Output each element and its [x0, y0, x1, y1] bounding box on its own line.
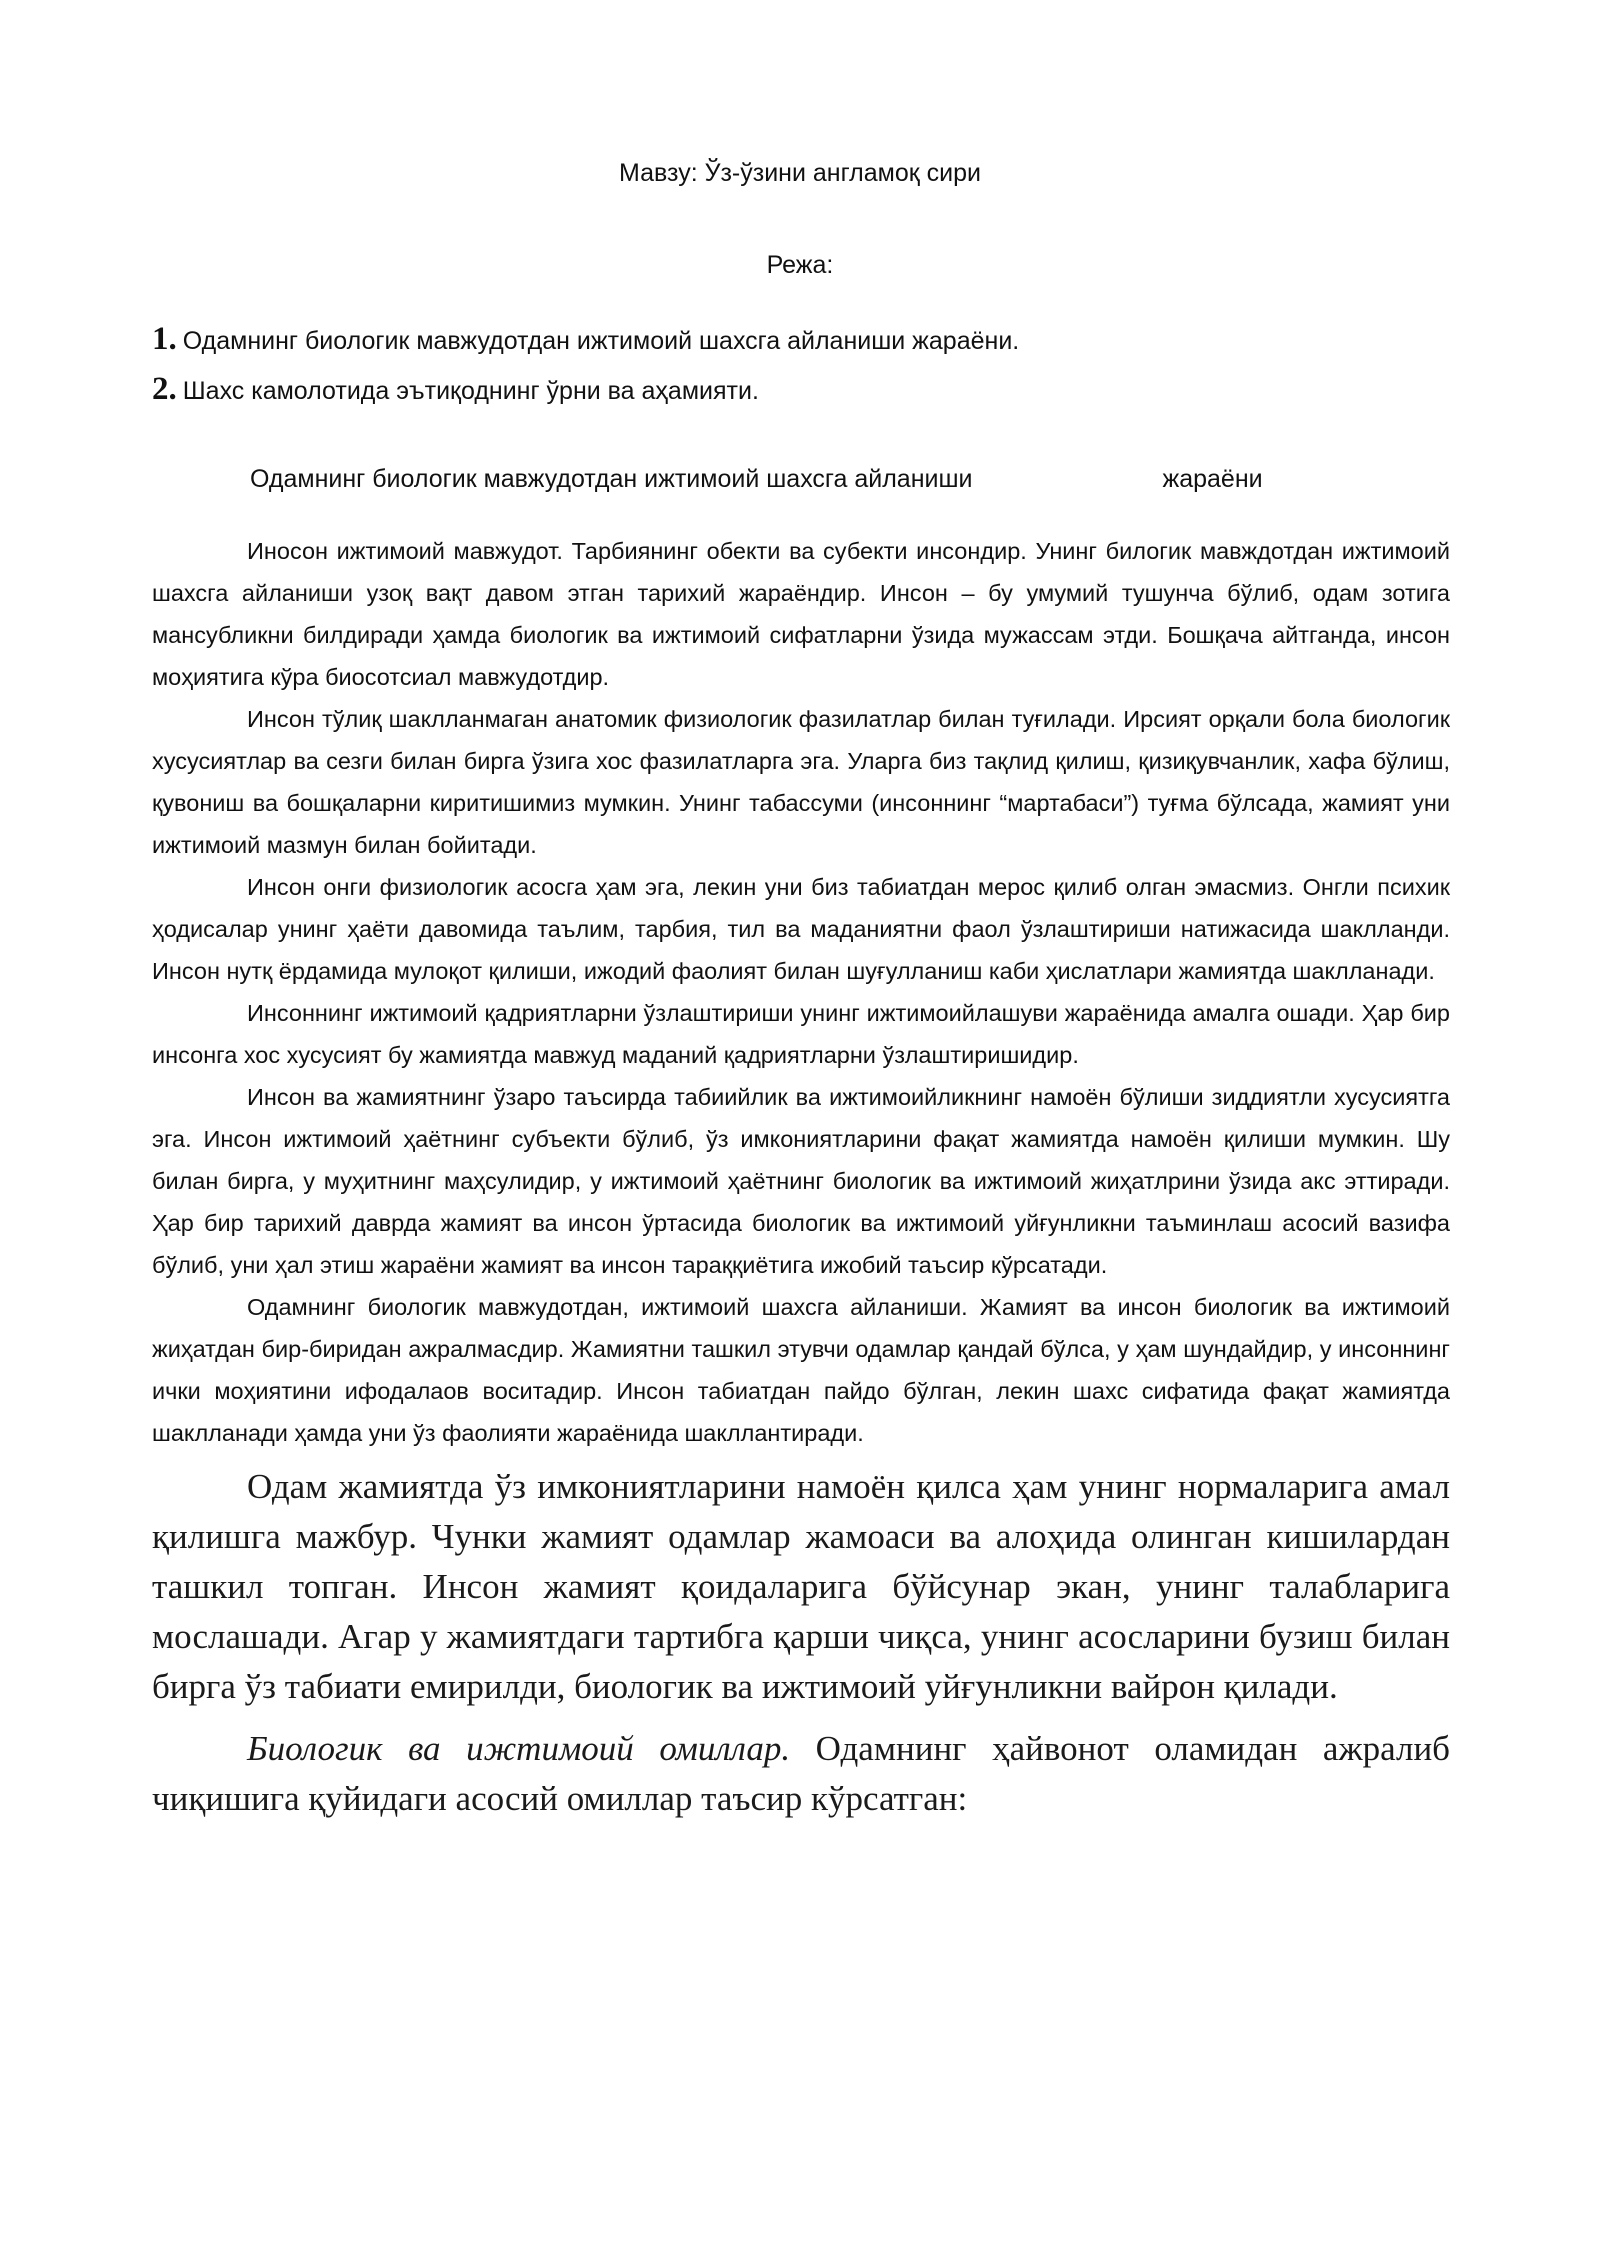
plan-item-text: Одамнинг биологик мавжудотдан ижтимоий шахсга айланиши жараёни.	[182, 327, 1020, 355]
body-text	[152, 530, 1450, 1824]
large-paragraph-text: Одамнинг ҳайвонот оламидан ажралиб чиқишига қуйидаги асосий омиллар таъсир кўрсатган:	[152, 1729, 1450, 1818]
plan-heading: Режа:	[766, 251, 834, 279]
paragraph: Одамнинг биологик мавжудотдан, ижтимоий шахсга айланиши. Жамият ва инсон биологик ва ижтимоий жиҳатдан бир-биридан ажралмасдир. Жамиятни ташкил этувчи одамлар қандай бўлса, у ҳам шундайдир, у инсоннинг ички моҳиятини ифодалаов воситадир. Инсон табиатдан пайдо бўлган, лекин шахс сифатида фақат жамиятда шаклланади ҳамда уни ўз фаолияти жараёнида шакллантиради.	[152, 1294, 1450, 1446]
document-title: Мавзу: Ўз-ўзини англамоқ сири	[619, 159, 981, 187]
italic-term: Биологик ва ижтимоий омиллар.	[247, 1729, 791, 1768]
paragraph: Инсоннинг ижтимоий қадриятларни ўзлаштириши унинг ижтимоийлашуви жараёнида амалга ошади. Ҳар бир инсонга хос хусусият бу жамиятда мавжуд маданий қадриятларни ўзлаштиришидир.	[152, 1000, 1450, 1068]
plan-item-number: 1.	[152, 321, 177, 357]
plan-list	[152, 314, 1452, 414]
plan-item	[152, 364, 1452, 414]
section-heading	[250, 462, 1360, 496]
paragraph: Инсон ва жамиятнинг ўзаро таъсирда табиийлик ва ижтимоийликнинг намоён бўлиши зиддиятли хусусиятга эга. Инсон ижтимоий ҳаётнинг субъекти бўлиб, ўз имкониятларини фақат жамиятда намоён қилиши мумкин. Шу билан бирга, у муҳитнинг маҳсулидир, у ижтимоий ҳаётнинг биологик ва ижтимоий жиҳатлрини ўзида акс эттиради. Ҳар бир тарихий даврда жамият ва инсон ўртасида биологик ва ижтимоий уйғунликни таъминлаш асосий вазифа бўлиб, уни ҳал этиш жараёни жамият ва инсон тараққиётига ижобий таъсир кўрсатади.	[152, 1084, 1450, 1278]
section-heading-part2: жараёни	[1162, 465, 1263, 493]
paragraph: Инсон онги физиологик асосга ҳам эга, лекин уни биз табиатдан мерос қилиб олган эмасмиз. Онгли психик ҳодисалар унинг ҳаёти давомида таълим, тарбия, тил ва маданиятни фаол ўзлаштириши натижасида шаклланди. Инсон нутқ ёрдамида мулоқот қилиши, ижодий фаолият билан шуғулланиш каби ҳислатлари жамиятда шаклланади.	[152, 874, 1450, 984]
large-paragraph: Одам жамиятда ўз имкониятларини намоён қилса ҳам унинг нормаларига амал қилишга мажбур. Чунки жамият одамлар жамоаси ва алоҳида олинган кишилардан ташкил топган. Инсон жамият қоидаларига бўйсунар экан, унинг талабларига мослашади. Агар у жамиятдаги тартибга қарши чиқса, унинг асосларини бузиш билан бирга ўз табиати емирилди, биологик ва ижтимоий уйғунликни вайрон қилади.	[152, 1467, 1450, 1706]
plan-item	[152, 314, 1452, 364]
paragraph: Инсон тўлиқ шаклланмаган анатомик физиологик фазилатлар билан туғилади. Ирсият орқали бола биологик хусусиятлар ва сезги билан бирга ўзига хос фазилатларга эга. Уларга биз тақлид қилиш, қизиқувчанлик, хафа бўлиш, қувониш ва бошқаларни киритишимиз мумкин. Унинг табассуми (инсоннинг “мартабаси”) туғма бўлсада, жамият уни ижтимоий мазмун билан бойитади.	[152, 706, 1450, 858]
plan-item-number: 2.	[152, 371, 177, 407]
paragraph: Иносон ижтимоий мавжудот. Тарбиянинг обекти ва субекти инсондир. Унинг билогик мавждотдан ижтимоий шахсга айланиши узоқ вақт давом этган тарихий жараёндир. Инсон – бу умумий тушунча бўлиб, одам зотига мансубликни билдиради ҳамда биологик ва ижтимоий сифатларни ўзида мужассам этди. Бошқача айтганда, инсон моҳиятига кўра биосотсиал мавжудотдир.	[152, 538, 1450, 690]
section-heading-part1: Одамнинг биологик мавжудотдан ижтимоий шахсга айланиши	[250, 465, 973, 493]
plan-item-text: Шахс камолотида эътиқоднинг ўрни ва аҳамияти.	[182, 377, 759, 405]
large-paragraph	[152, 1724, 1450, 1824]
